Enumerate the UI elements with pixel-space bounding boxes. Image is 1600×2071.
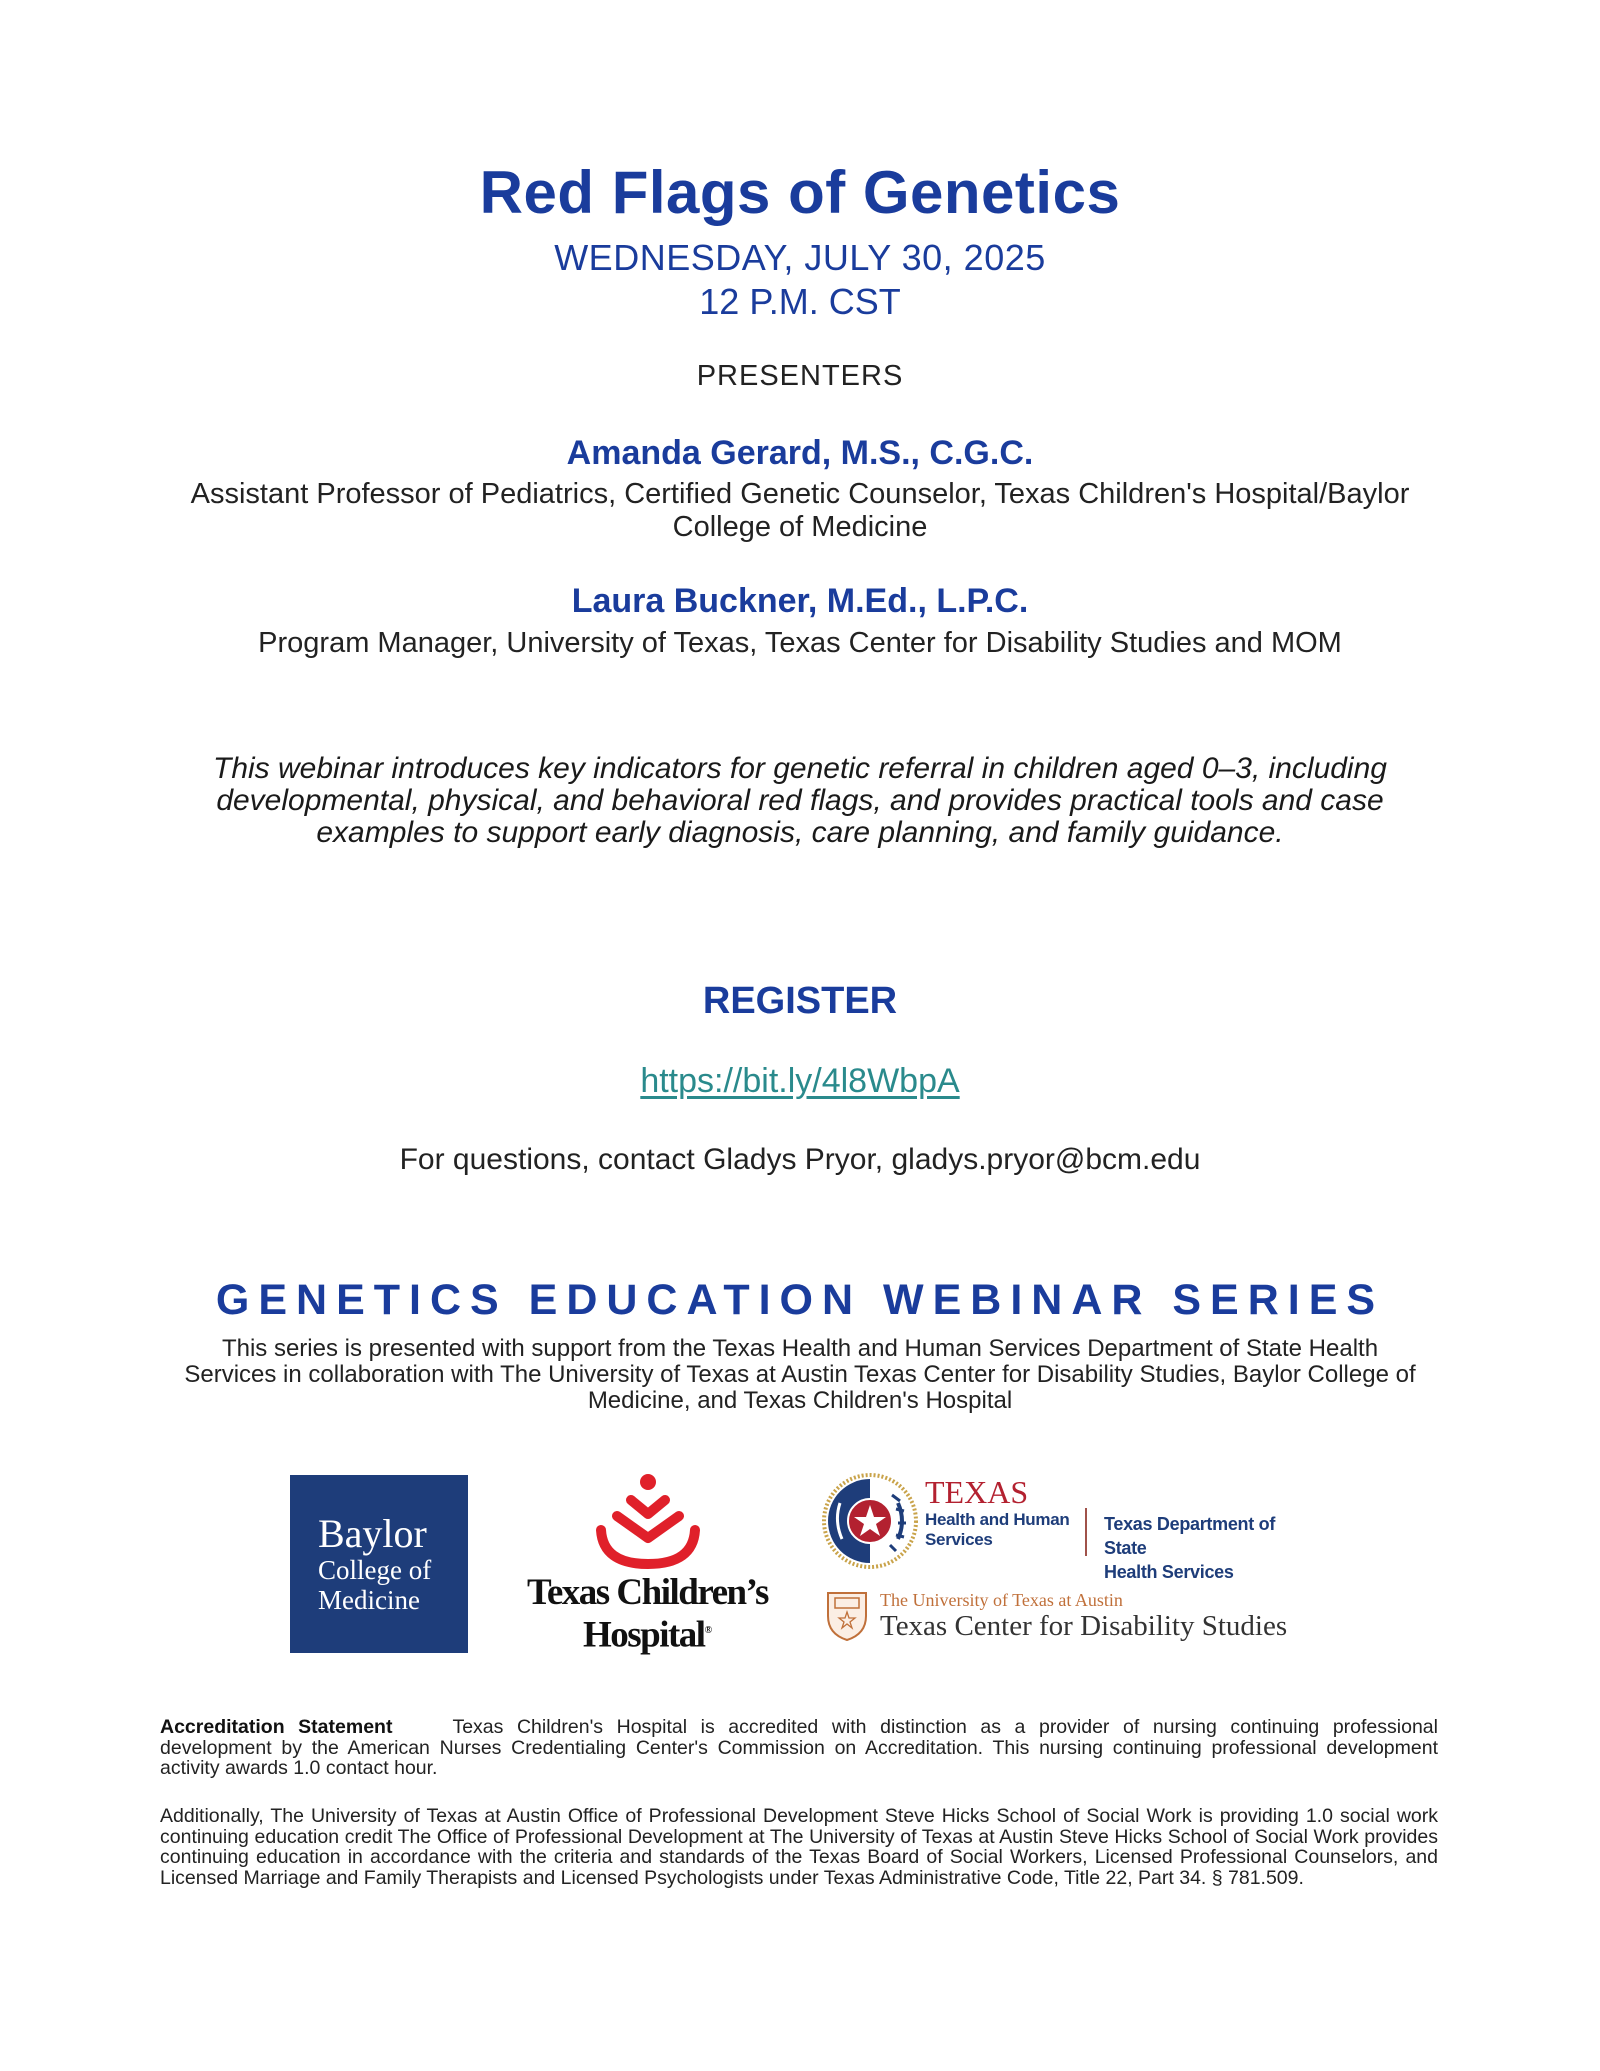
tch-logo-text: [505, 1612, 790, 1654]
presenters-heading: PRESENTERS: [696, 360, 904, 392]
baylor-logo-line: College of: [318, 1555, 432, 1585]
register-link[interactable]: https://bit.ly/4l8WbpA: [640, 1062, 960, 1100]
accreditation-label: Accreditation Statement: [160, 1716, 393, 1738]
accreditation-statement: [160, 1717, 1438, 1779]
tch-chevron-icon: [593, 1472, 703, 1572]
series-title: GENETICS EDUCATION WEBINAR SERIES: [215, 1276, 1385, 1324]
hhs-texas-text: TEXAS: [925, 1474, 1029, 1510]
hhs-subtitle-line: Health and Human: [925, 1510, 1070, 1529]
event-date: WEDNESDAY, JULY 30, 2025: [554, 237, 1046, 278]
hhs-subtitle: [925, 1510, 1069, 1550]
presenter-name: Amanda Gerard, M.S., C.G.C.: [566, 434, 1034, 472]
tcds-name: Texas Center for Disability Studies: [880, 1610, 1288, 1642]
registered-mark: ®: [704, 1625, 713, 1636]
event-time: 12 P.M. CST: [699, 281, 901, 322]
contact-info: For questions, contact Gladys Pryor, gladys.pryor@bcm.edu: [399, 1143, 1201, 1176]
ut-shield-icon: [825, 1590, 869, 1642]
presenter-role: Program Manager, University of Texas, Texas Center for Disability Studies and MOM: [258, 627, 1342, 659]
additional-credit-statement: Additionally, The University of Texas at Austin Office of Professional Development Steve Hicks School of Social Work is providing 1.0 social work continuing education credit The Office of Professional Development at The University of Texas at Austin Steve Hicks School of Social Work provides continuing education in accordance with the criteria and standards of the Texas Board of Social Workers, Licensed Professional Counselors, and Licensed Marriage and Family Therapists and Licensed Psychologists under Texas Administrative Code, Title 22, Part 34. § 781.509.: [160, 1805, 1438, 1889]
tch-logo-hospital: Hospital: [582, 1614, 705, 1656]
baylor-logo-line: Baylor: [318, 1511, 427, 1556]
baylor-logo: [290, 1475, 468, 1653]
register-heading: REGISTER: [702, 980, 898, 1022]
event-title: Red Flags of Genetics: [479, 159, 1121, 226]
texas-childrens-logo: [505, 1472, 790, 1662]
tch-logo-text: Texas Children’s: [527, 1572, 768, 1613]
texas-seal-icon: [822, 1473, 918, 1569]
ut-austin-text: The University of Texas at Austin: [880, 1590, 1123, 1610]
webinar-description: This webinar introduces key indicators for genetic referral in children aged 0–3, including developmental, physical, and behavioral red flags, and provides practical tools and case examples to support early diagnosis, care planning, and family guidance.: [213, 752, 1387, 849]
hhs-subtitle-line: Services: [925, 1530, 993, 1549]
dshs-text-line: Health Services: [1104, 1562, 1234, 1582]
dshs-text-line: Texas Department of State: [1104, 1514, 1276, 1558]
tcds-logo: [825, 1588, 1325, 1648]
logo-divider: [1085, 1508, 1087, 1556]
series-description: This series is presented with support from the Texas Health and Human Services Department of State Health Services in collaboration with The University of Texas at Austin Texas Center for Disability Studies, Baylor College of Medicine, and Texas Children's Hospital: [184, 1335, 1416, 1414]
texas-hhs-logo: [822, 1470, 1322, 1582]
presenter-role: Assistant Professor of Pediatrics, Certified Genetic Counselor, Texas Children's Hospital/Baylor College of Medicine: [190, 478, 1410, 543]
baylor-logo-line: Medicine: [318, 1585, 420, 1615]
presenter-name: Laura Buckner, M.Ed., L.P.C.: [571, 582, 1029, 620]
accreditation-text: Texas Children's Hospital is accredited with distinction as a provider of nursing continuing professional development by the American Nurses Credentialing Center's Commission on Accreditation. This nursing continuing professional development activity awards 1.0 contact hour.: [160, 1716, 1438, 1779]
dshs-text: [1104, 1512, 1322, 1584]
